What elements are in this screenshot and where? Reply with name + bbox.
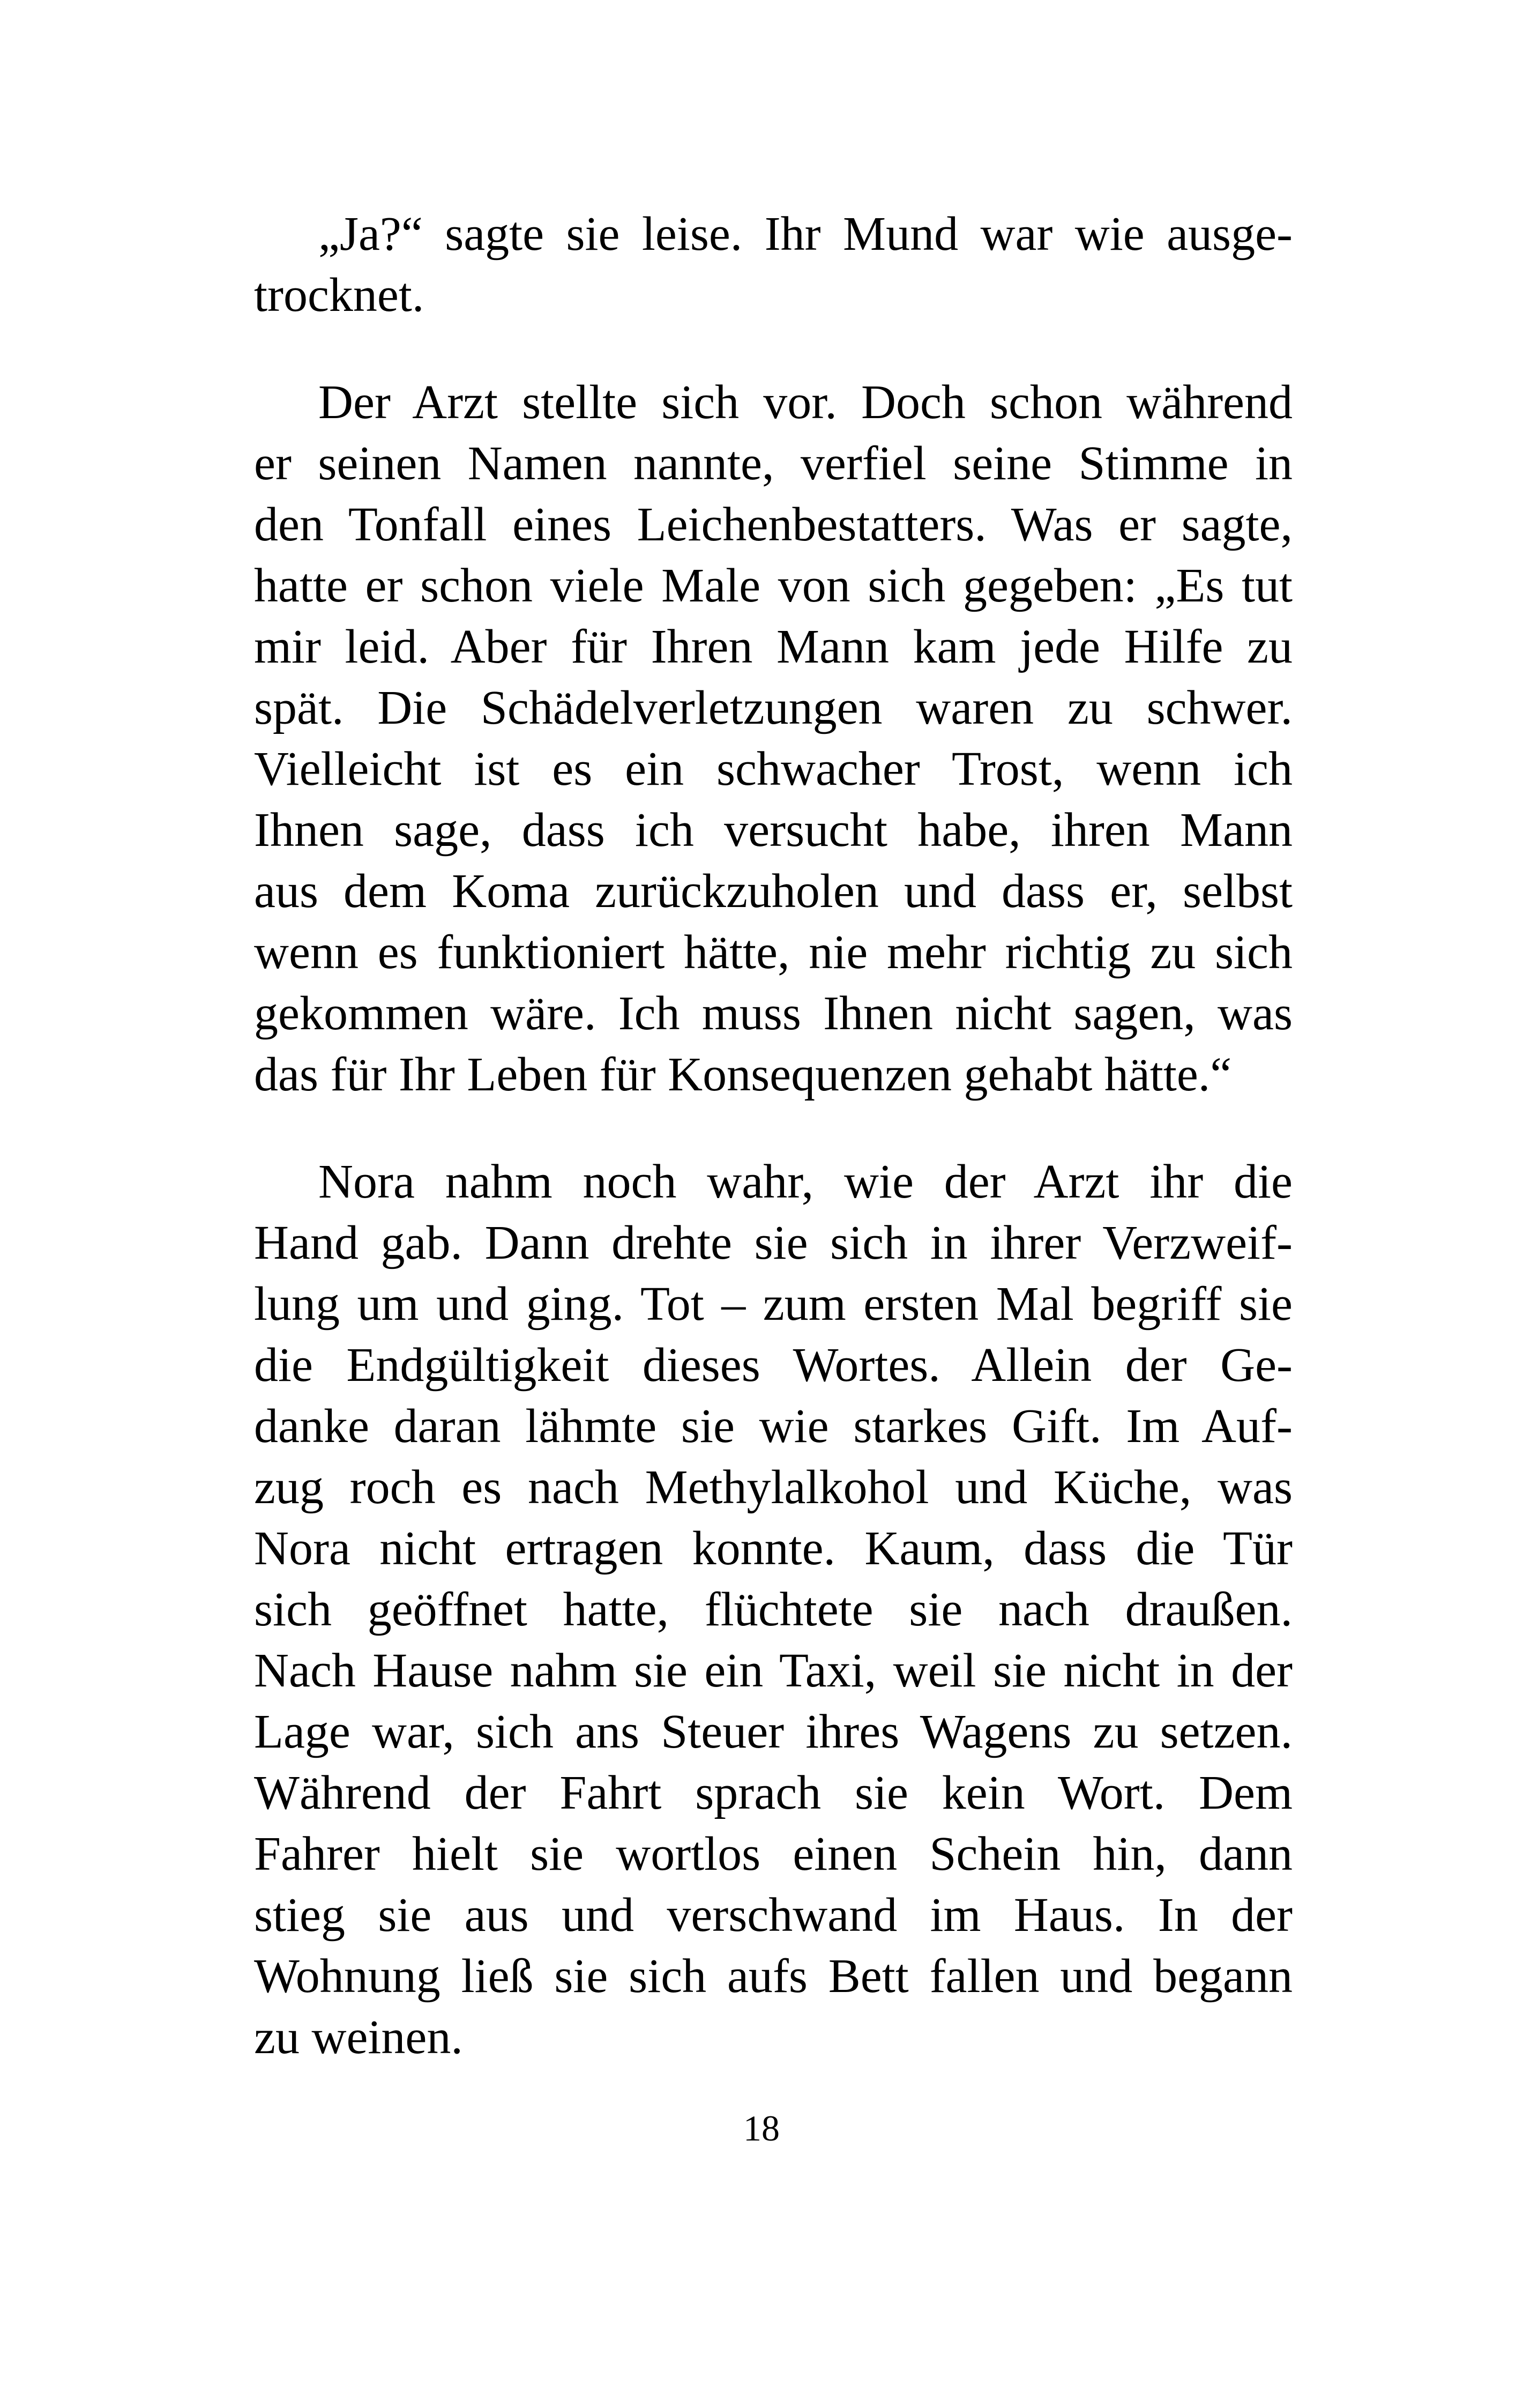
- paragraph-3: [190, 1151, 1293, 2068]
- text-line: danke daran lähmte sie wie starkes Gift. Im Auf-: [254, 1400, 1293, 1453]
- paragraph-1: [190, 204, 1293, 326]
- text-line: trocknet.: [254, 269, 424, 322]
- text-line: Nora nicht ertragen konnte. Kaum, dass die Tür: [254, 1522, 1293, 1575]
- text-line: er seinen Namen nannte, verfiel seine Stimme in: [254, 437, 1293, 490]
- paragraph-2: [190, 372, 1293, 1105]
- text-line: mir leid. Aber für Ihren Mann kam jede Hilfe zu: [254, 620, 1293, 673]
- text-line: das für Ihr Leben für Konsequenzen gehabt hätte.“: [254, 1048, 1232, 1101]
- text-line: spät. Die Schädelverletzungen waren zu schwer.: [254, 681, 1293, 734]
- text-line: hatte er schon viele Male von sich gegeben: „Es tut: [254, 559, 1293, 612]
- text-line: Hand gab. Dann drehte sie sich in ihrer Verzweif-: [254, 1216, 1293, 1269]
- text-line: Nach Hause nahm sie ein Taxi, weil sie nicht in der: [254, 1644, 1293, 1697]
- page-body: [190, 204, 1293, 2114]
- text-line: aus dem Koma zurückzuholen und dass er, selbst: [254, 865, 1293, 918]
- text-line: sich geöffnet hatte, flüchtete sie nach draußen.: [254, 1583, 1293, 1636]
- text-line: Während der Fahrt sprach sie kein Wort. Dem: [254, 1766, 1293, 1819]
- text-line: Wohnung ließ sie sich aufs Bett fallen und begann: [254, 1950, 1293, 2003]
- text-line: lung um und ging. Tot – zum ersten Mal begriff sie: [254, 1277, 1293, 1331]
- text-line: wenn es funktioniert hätte, nie mehr richtig zu sich: [254, 926, 1293, 979]
- text-line: zug roch es nach Methylalkohol und Küche, was: [254, 1461, 1293, 1514]
- text-line: Lage war, sich ans Steuer ihres Wagens zu setzen.: [254, 1705, 1293, 1758]
- text-line: Ihnen sage, dass ich versucht habe, ihren Mann: [254, 804, 1293, 857]
- text-line: den Tonfall eines Leichenbestatters. Was er sagte,: [254, 498, 1293, 551]
- text-line: Nora nahm noch wahr, wie der Arzt ihr die: [318, 1155, 1293, 1208]
- text-line: Fahrer hielt sie wortlos einen Schein hin, dann: [254, 1827, 1293, 1881]
- text-line: Vielleicht ist es ein schwacher Trost, wenn ich: [254, 742, 1293, 796]
- text-line: zu weinen.: [254, 2011, 463, 2064]
- text-line: „Ja?“ sagte sie leise. Ihr Mund war wie ausge-: [318, 207, 1293, 261]
- page-number: 18: [743, 2108, 780, 2149]
- text-line: stieg sie aus und verschwand im Haus. In der: [254, 1889, 1293, 1942]
- text-line: gekommen wäre. Ich muss Ihnen nicht sagen, was: [254, 987, 1293, 1040]
- text-line: Der Arzt stellte sich vor. Doch schon während: [318, 376, 1293, 429]
- text-line: die Endgültigkeit dieses Wortes. Allein der Ge-: [254, 1339, 1293, 1392]
